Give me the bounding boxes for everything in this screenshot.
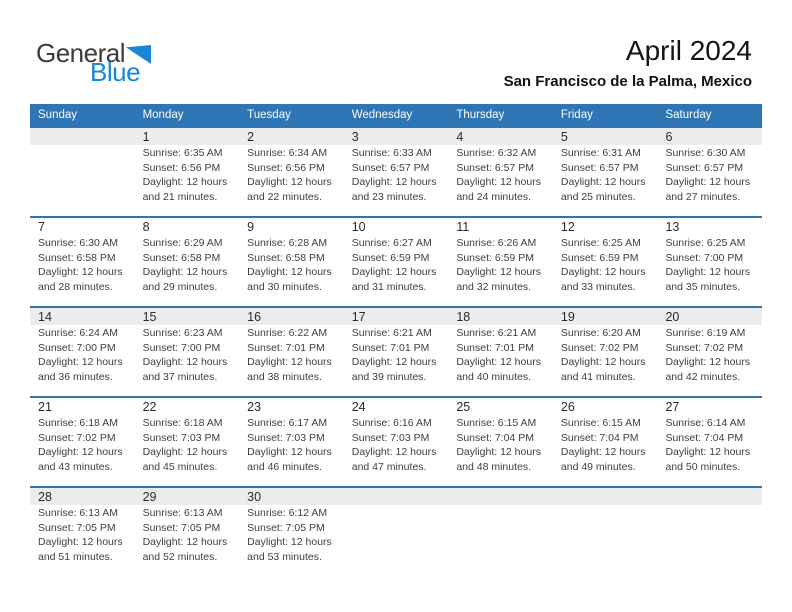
daylight-text: Daylight: 12 hours [456, 446, 541, 458]
daylight-text: Daylight: 12 hours [560, 176, 646, 188]
day-number: 16 [247, 310, 262, 324]
day-cell-25 [448, 398, 553, 486]
day-cell-20 [657, 308, 762, 396]
sunset-text: Sunset: 7:02 PM [665, 341, 744, 354]
sunset-text: Sunset: 7:01 PM [456, 341, 534, 354]
day-cell-30 [239, 488, 344, 576]
daylight-text-2: and 43 minutes. [38, 460, 113, 473]
day-number: 2 [247, 130, 255, 144]
sunset-text: Sunset: 7:03 PM [142, 431, 221, 444]
sunrise-text: Sunrise: 6:35 AM [142, 147, 223, 159]
sunset-text: Sunset: 6:56 PM [142, 161, 221, 174]
day-number: 4 [456, 130, 464, 144]
day-cell-24 [344, 398, 449, 486]
sunrise-text: Sunrise: 6:13 AM [142, 507, 223, 519]
day-number: 24 [351, 400, 366, 414]
daylight-text-2: and 53 minutes. [247, 550, 322, 563]
daylight-text-2: and 30 minutes. [247, 280, 322, 293]
day-cell-3 [344, 128, 449, 216]
daylight-text-2: and 40 minutes. [456, 370, 532, 383]
sunrise-text: Sunrise: 6:18 AM [142, 417, 223, 429]
day-cell-27 [657, 398, 762, 486]
day-number: 5 [560, 130, 568, 144]
weekday-header-row [30, 104, 762, 126]
daylight-text-2: and 29 minutes. [142, 280, 218, 293]
day-cell-10 [344, 218, 449, 306]
day-cell-1 [135, 128, 240, 216]
sunset-text: Sunset: 7:02 PM [38, 431, 116, 444]
day-number: 19 [560, 310, 575, 324]
daylight-text-2: and 39 minutes. [351, 370, 427, 383]
daylight-text-2: and 25 minutes. [560, 190, 636, 203]
empty-day-cell [30, 128, 135, 216]
daylight-text-2: and 24 minutes. [456, 190, 532, 203]
sunrise-text: Sunrise: 6:24 AM [38, 327, 118, 339]
empty-day-cell [553, 488, 658, 576]
day-cell-28 [30, 488, 135, 576]
day-cell-23 [239, 398, 344, 486]
day-number: 22 [142, 400, 157, 414]
sunrise-text: Sunrise: 6:22 AM [247, 327, 328, 339]
day-cell-8 [135, 218, 240, 306]
daylight-text: Daylight: 12 hours [456, 266, 541, 278]
daylight-text: Daylight: 12 hours [665, 266, 751, 278]
daylight-text: Daylight: 12 hours [351, 356, 437, 368]
weekday-header-thursday: Thursday [456, 109, 505, 121]
sunset-text: Sunset: 7:04 PM [665, 431, 744, 444]
daylight-text-2: and 36 minutes. [38, 370, 113, 383]
weekday-header-tuesday: Tuesday [247, 109, 291, 121]
daylight-text: Daylight: 12 hours [351, 266, 437, 278]
day-number: 25 [456, 400, 471, 414]
day-cell-14 [30, 308, 135, 396]
day-cell-19 [553, 308, 658, 396]
weekday-header-wednesday: Wednesday [351, 109, 413, 121]
day-cell-5 [553, 128, 658, 216]
daylight-text: Daylight: 12 hours [456, 356, 541, 368]
daylight-text-2: and 27 minutes. [665, 190, 741, 203]
sunrise-text: Sunrise: 6:31 AM [560, 147, 641, 159]
weekday-header-sunday: Sunday [38, 109, 78, 121]
daylight-text: Daylight: 12 hours [560, 266, 646, 278]
daylight-text: Daylight: 12 hours [142, 266, 228, 278]
daylight-text: Daylight: 12 hours [560, 356, 646, 368]
day-number: 26 [560, 400, 575, 414]
daylight-text: Daylight: 12 hours [665, 446, 751, 458]
week-row-4 [30, 396, 762, 486]
sunset-text: Sunset: 7:05 PM [38, 521, 116, 534]
daylight-text: Daylight: 12 hours [247, 536, 332, 548]
sunset-text: Sunset: 7:04 PM [560, 431, 639, 444]
daylight-text-2: and 38 minutes. [247, 370, 322, 383]
sunset-text: Sunset: 7:02 PM [560, 341, 639, 354]
daylight-text: Daylight: 12 hours [142, 536, 228, 548]
daylight-text-2: and 51 minutes. [38, 550, 113, 563]
daylight-text-2: and 31 minutes. [351, 280, 427, 293]
sunrise-text: Sunrise: 6:23 AM [142, 327, 223, 339]
calendar-grid [30, 126, 762, 576]
day-cell-18 [448, 308, 553, 396]
daylight-text: Daylight: 12 hours [142, 446, 228, 458]
sunrise-text: Sunrise: 6:25 AM [665, 237, 746, 249]
sunrise-text: Sunrise: 6:30 AM [38, 237, 118, 249]
logo-general-text: General [36, 38, 125, 68]
day-cell-2 [239, 128, 344, 216]
sunrise-text: Sunrise: 6:15 AM [456, 417, 537, 429]
sunrise-text: Sunrise: 6:25 AM [560, 237, 641, 249]
daylight-text: Daylight: 12 hours [560, 446, 646, 458]
empty-day-cell [344, 488, 449, 576]
sunrise-text: Sunrise: 6:28 AM [247, 237, 328, 249]
day-cell-15 [135, 308, 240, 396]
sunset-text: Sunset: 6:58 PM [142, 251, 221, 264]
daylight-text-2: and 45 minutes. [142, 460, 218, 473]
sunrise-text: Sunrise: 6:15 AM [560, 417, 641, 429]
sunset-text: Sunset: 7:04 PM [456, 431, 534, 444]
day-number: 27 [665, 400, 680, 414]
sunset-text: Sunset: 6:58 PM [247, 251, 325, 264]
day-number: 14 [38, 310, 52, 324]
sunrise-text: Sunrise: 6:21 AM [351, 327, 432, 339]
day-number: 10 [351, 220, 366, 234]
sunset-text: Sunset: 7:03 PM [351, 431, 430, 444]
daylight-text-2: and 52 minutes. [142, 550, 218, 563]
day-number: 3 [351, 130, 359, 144]
sunrise-text: Sunrise: 6:18 AM [38, 417, 118, 429]
day-number: 29 [142, 490, 157, 504]
sunset-text: Sunset: 7:03 PM [247, 431, 325, 444]
week-row-1 [30, 126, 762, 216]
week-row-2 [30, 216, 762, 306]
daylight-text-2: and 48 minutes. [456, 460, 532, 473]
sunrise-text: Sunrise: 6:16 AM [351, 417, 432, 429]
daylight-text-2: and 28 minutes. [38, 280, 113, 293]
day-cell-22 [135, 398, 240, 486]
daylight-text-2: and 32 minutes. [456, 280, 532, 293]
sunrise-text: Sunrise: 6:30 AM [665, 147, 746, 159]
sunset-text: Sunset: 6:58 PM [38, 251, 116, 264]
sunset-text: Sunset: 7:00 PM [38, 341, 116, 354]
daylight-text: Daylight: 12 hours [142, 356, 228, 368]
sunset-text: Sunset: 6:57 PM [560, 161, 639, 174]
daylight-text: Daylight: 12 hours [665, 176, 751, 188]
daylight-text: Daylight: 12 hours [38, 536, 123, 548]
sunset-text: Sunset: 7:05 PM [142, 521, 221, 534]
day-cell-16 [239, 308, 344, 396]
daylight-text-2: and 41 minutes. [560, 370, 636, 383]
sunrise-text: Sunrise: 6:33 AM [351, 147, 432, 159]
day-number: 21 [38, 400, 52, 414]
weekday-header-friday: Friday [560, 109, 593, 121]
sunrise-text: Sunrise: 6:27 AM [351, 237, 432, 249]
day-cell-4 [448, 128, 553, 216]
sunrise-text: Sunrise: 6:19 AM [665, 327, 746, 339]
sunrise-text: Sunrise: 6:12 AM [247, 507, 328, 519]
sunset-text: Sunset: 6:59 PM [560, 251, 639, 264]
day-cell-21 [30, 398, 135, 486]
sunrise-text: Sunrise: 6:32 AM [456, 147, 537, 159]
daylight-text-2: and 49 minutes. [560, 460, 636, 473]
sunset-text: Sunset: 7:00 PM [665, 251, 744, 264]
empty-day-cell [448, 488, 553, 576]
sunrise-text: Sunrise: 6:13 AM [38, 507, 118, 519]
sunset-text: Sunset: 6:59 PM [351, 251, 430, 264]
daylight-text-2: and 37 minutes. [142, 370, 218, 383]
daylight-text-2: and 23 minutes. [351, 190, 427, 203]
sunset-text: Sunset: 7:01 PM [247, 341, 325, 354]
weekday-header-monday: Monday [142, 109, 184, 121]
daylight-text: Daylight: 12 hours [142, 176, 228, 188]
day-number: 30 [247, 490, 262, 504]
daylight-text: Daylight: 12 hours [38, 446, 123, 458]
daylight-text: Daylight: 12 hours [351, 446, 437, 458]
day-number: 18 [456, 310, 471, 324]
day-number: 8 [142, 220, 150, 234]
daylight-text: Daylight: 12 hours [351, 176, 437, 188]
day-number: 1 [142, 130, 150, 144]
sunrise-text: Sunrise: 6:21 AM [456, 327, 537, 339]
day-number: 20 [665, 310, 680, 324]
week-row-5 [30, 486, 762, 576]
daylight-text-2: and 50 minutes. [665, 460, 741, 473]
day-cell-6 [657, 128, 762, 216]
general-blue-logo [36, 40, 151, 85]
sunrise-text: Sunrise: 6:26 AM [456, 237, 537, 249]
sunrise-text: Sunrise: 6:17 AM [247, 417, 328, 429]
daylight-text-2: and 42 minutes. [665, 370, 741, 383]
sunrise-text: Sunrise: 6:34 AM [247, 147, 328, 159]
week-row-3 [30, 306, 762, 396]
sunset-text: Sunset: 6:57 PM [351, 161, 430, 174]
day-number: 28 [38, 490, 52, 504]
daylight-text: Daylight: 12 hours [38, 266, 123, 278]
day-number: 15 [142, 310, 157, 324]
day-cell-7 [30, 218, 135, 306]
day-number: 12 [560, 220, 575, 234]
day-number: 9 [247, 220, 255, 234]
day-cell-17 [344, 308, 449, 396]
sunset-text: Sunset: 7:01 PM [351, 341, 430, 354]
daylight-text: Daylight: 12 hours [247, 446, 332, 458]
day-cell-26 [553, 398, 658, 486]
daylight-text: Daylight: 12 hours [247, 356, 332, 368]
day-cell-13 [657, 218, 762, 306]
daylight-text: Daylight: 12 hours [38, 356, 123, 368]
sunrise-text: Sunrise: 6:14 AM [665, 417, 746, 429]
day-cell-11 [448, 218, 553, 306]
daylight-text-2: and 46 minutes. [247, 460, 322, 473]
day-cell-12 [553, 218, 658, 306]
day-number: 6 [665, 130, 673, 144]
day-number: 17 [351, 310, 366, 324]
day-cell-9 [239, 218, 344, 306]
day-number: 11 [456, 220, 470, 234]
sunset-text: Sunset: 6:59 PM [456, 251, 534, 264]
sunrise-text: Sunrise: 6:20 AM [560, 327, 641, 339]
daylight-text-2: and 21 minutes. [142, 190, 218, 203]
sunset-text: Sunset: 7:05 PM [247, 521, 325, 534]
daylight-text: Daylight: 12 hours [247, 266, 332, 278]
empty-day-cell [657, 488, 762, 576]
sunset-text: Sunset: 6:56 PM [247, 161, 325, 174]
location-subtitle: San Francisco de la Palma, Mexico [503, 73, 752, 90]
daylight-text: Daylight: 12 hours [665, 356, 751, 368]
day-number: 13 [665, 220, 680, 234]
day-cell-29 [135, 488, 240, 576]
weekday-header-saturday: Saturday [665, 109, 712, 121]
daylight-text-2: and 22 minutes. [247, 190, 322, 203]
sunset-text: Sunset: 6:57 PM [665, 161, 744, 174]
daylight-text-2: and 33 minutes. [560, 280, 636, 293]
sunset-text: Sunset: 7:00 PM [142, 341, 221, 354]
sunrise-text: Sunrise: 6:29 AM [142, 237, 223, 249]
daylight-text: Daylight: 12 hours [456, 176, 541, 188]
title-block [504, 36, 752, 90]
logo-blue-text: Blue [90, 57, 141, 87]
sunset-text: Sunset: 6:57 PM [456, 161, 534, 174]
page-title: April 2024 [625, 35, 752, 66]
daylight-text-2: and 35 minutes. [665, 280, 741, 293]
daylight-text: Daylight: 12 hours [247, 176, 332, 188]
daylight-text-2: and 47 minutes. [351, 460, 427, 473]
calendar [30, 104, 762, 576]
day-number: 23 [247, 400, 262, 414]
day-number: 7 [38, 220, 45, 234]
